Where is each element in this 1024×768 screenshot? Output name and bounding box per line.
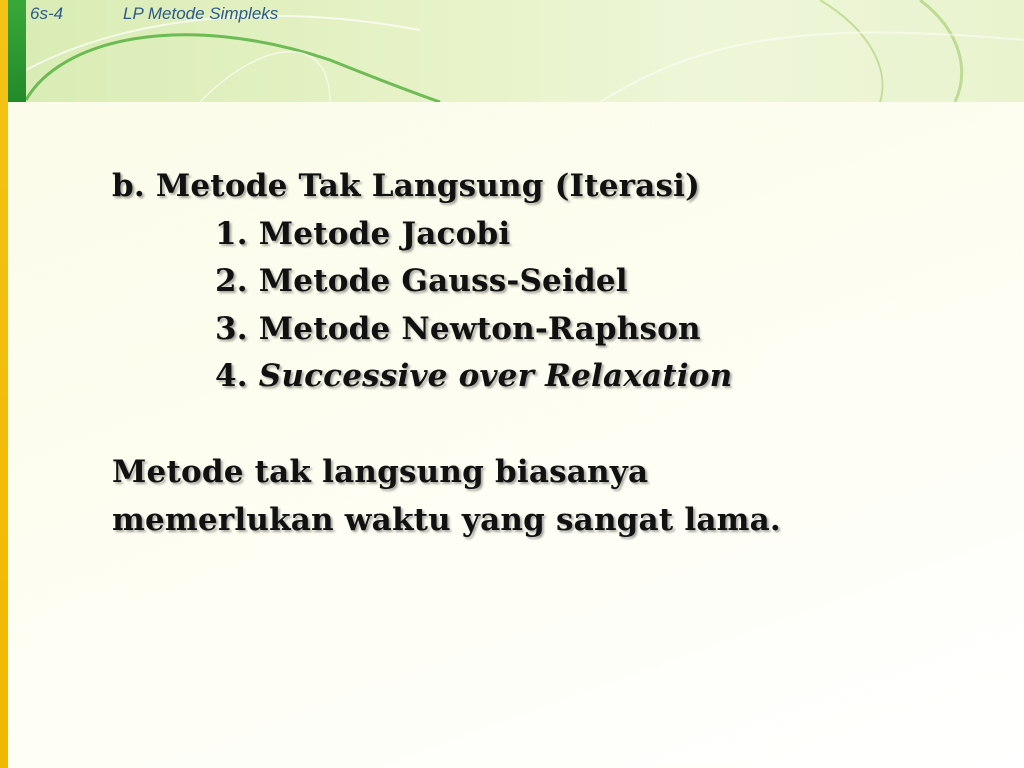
- method-name: Metode Gauss-Seidel: [258, 263, 628, 299]
- method-item-2: [215, 263, 628, 299]
- method-name: Metode Newton-Raphson: [258, 311, 701, 347]
- method-number: 3.: [215, 311, 248, 347]
- method-item-1: [215, 216, 510, 252]
- method-name: Metode Jacobi: [258, 216, 511, 252]
- note-line-1: Metode tak langsung biasanya: [112, 454, 649, 490]
- slide-number: 6s-4: [30, 4, 64, 23]
- note-line-2: memerlukan waktu yang sangat lama.: [112, 502, 781, 538]
- slide-topic: LP Metode Simpleks: [123, 4, 279, 23]
- method-item-4: [215, 358, 732, 394]
- section-heading: b. Metode Tak Langsung (Iterasi): [112, 168, 700, 204]
- method-item-3: [215, 311, 701, 347]
- method-name: Successive over Relaxation: [258, 358, 733, 394]
- method-number: 2.: [215, 263, 248, 299]
- method-number: 4.: [215, 358, 248, 394]
- method-number: 1.: [215, 216, 248, 252]
